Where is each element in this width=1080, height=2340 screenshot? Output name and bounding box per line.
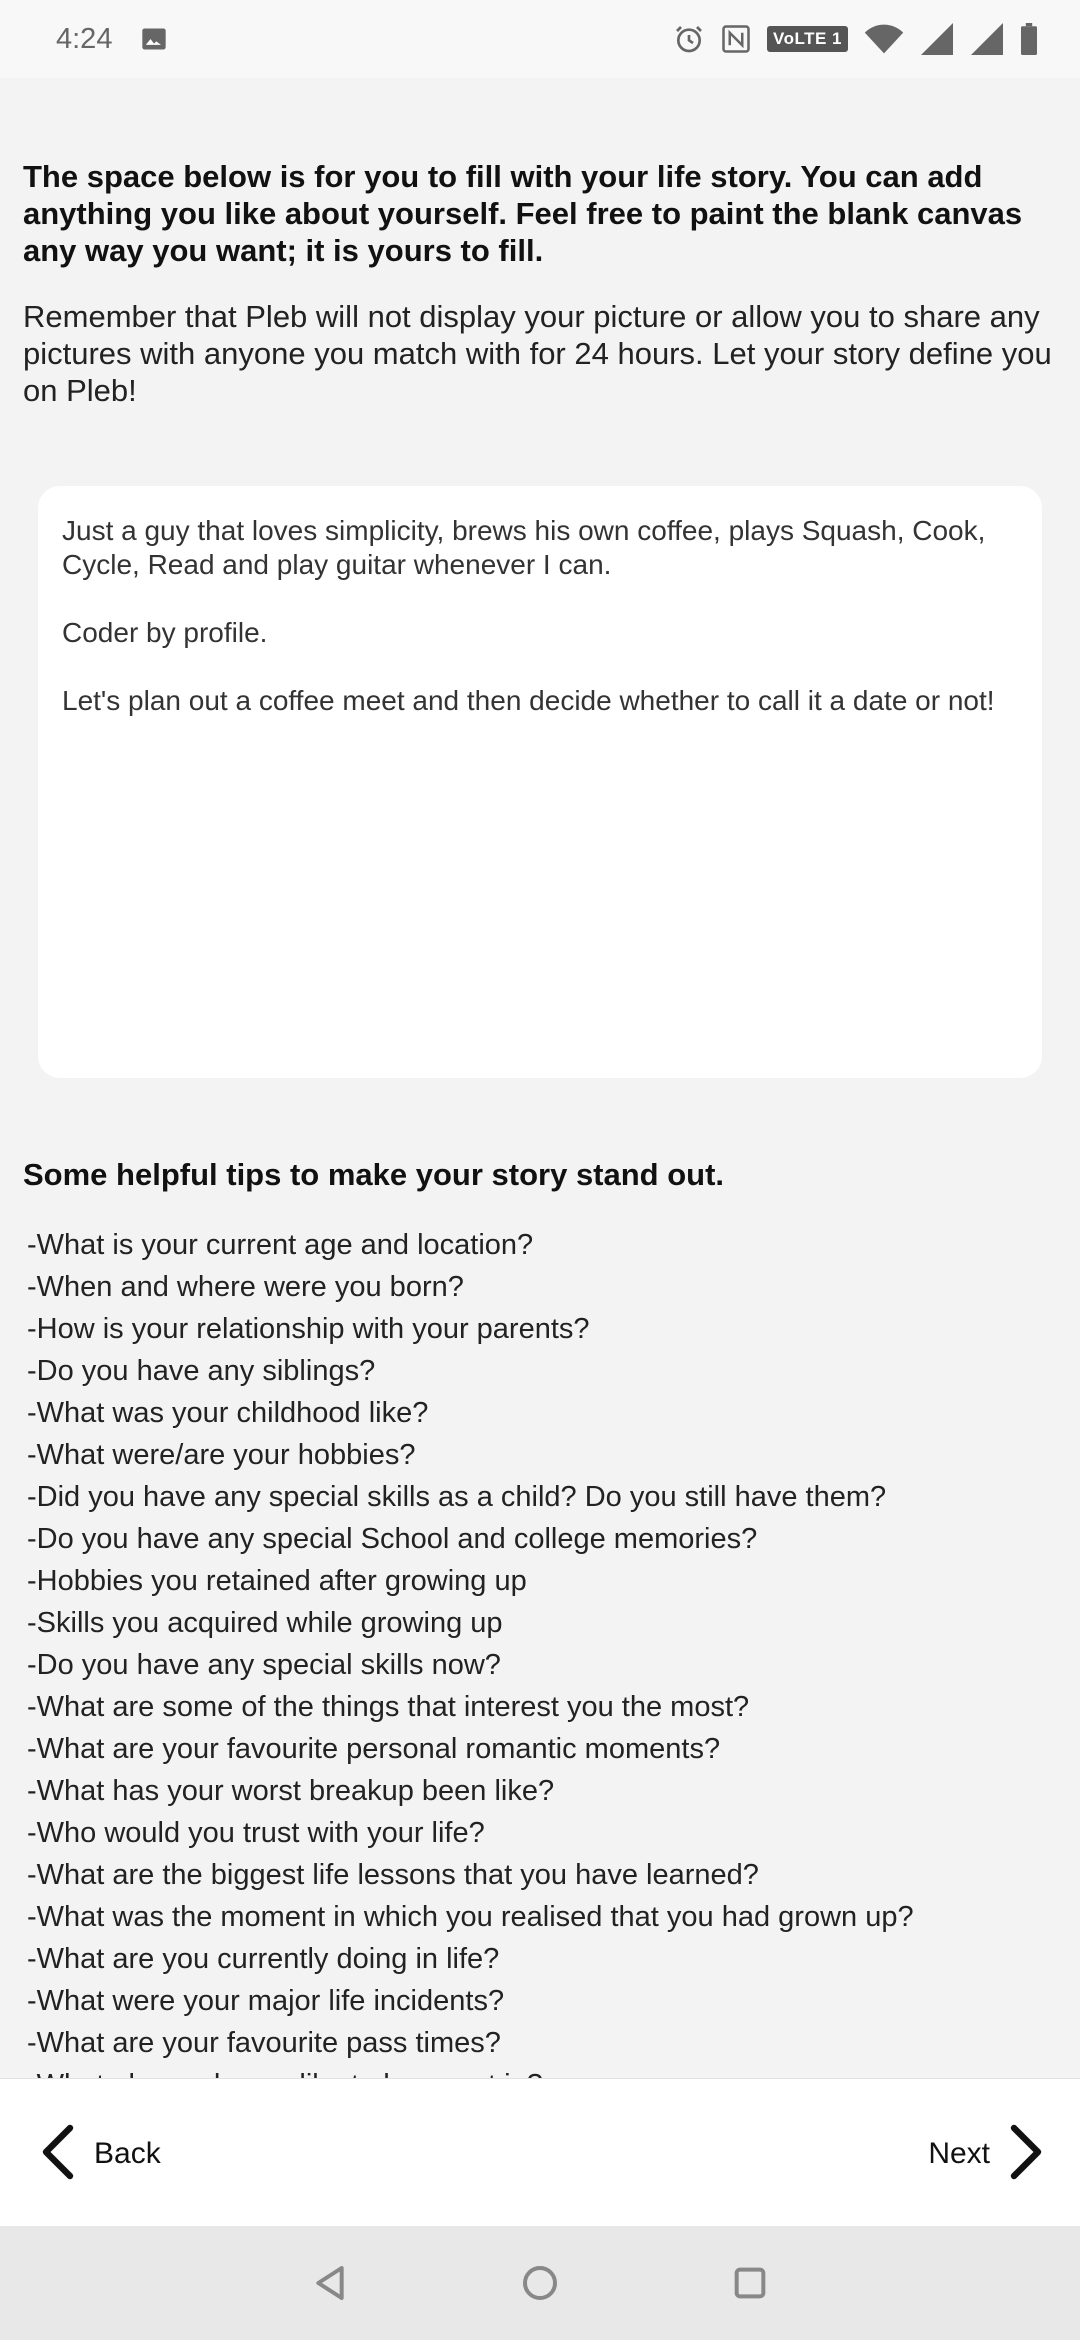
tip-item: -When and where were you born?	[27, 1271, 464, 1303]
tip-item: -Who would you trust with your life?	[27, 1817, 485, 1849]
tip-item: -What was your childhood like?	[27, 1397, 429, 1429]
tip-item: -Hobbies you retained after growing up	[27, 1565, 527, 1597]
recents-square-icon[interactable]	[720, 2253, 780, 2313]
tip-item: -Skills you acquired while growing up	[27, 1607, 503, 1639]
home-circle-icon[interactable]	[510, 2253, 570, 2313]
tip-item: -What is your current age and location?	[27, 1229, 534, 1261]
tip-item: -What was the moment in which you realised that you had grown up?	[27, 1901, 914, 1933]
system-nav-bar	[0, 2226, 1080, 2340]
nfc-icon	[721, 24, 751, 54]
story-text[interactable]: Just a guy that loves simplicity, brews his own coffee, plays Squash, Cook, Cycle, Read and play guitar whenever I can. Coder by profile. Let's plan out a coffee meet and then decide whether to call it a date or not!	[62, 515, 995, 716]
tips-heading: Some helpful tips to make your story stand out.	[23, 1157, 725, 1192]
battery-icon	[1020, 23, 1038, 55]
back-label: Back	[94, 2137, 161, 2170]
back-triangle-icon[interactable]	[300, 2253, 360, 2313]
status-time: 4:24	[56, 22, 113, 55]
next-button[interactable]	[928, 2119, 1044, 2189]
volte-icon: VoLTE 1	[767, 26, 848, 52]
wifi-icon	[864, 23, 904, 55]
chevron-left-icon	[40, 2124, 76, 2185]
tip-item: -What are your favourite personal romantic moments?	[27, 1733, 721, 1765]
image-icon	[140, 25, 168, 53]
tip-item: -What are some of the things that interest you the most?	[27, 1691, 750, 1723]
next-label: Next	[928, 2137, 990, 2170]
tip-item: -What has your worst breakup been like?	[27, 1775, 555, 1807]
tip-item: -Do you have any special skills now?	[27, 1649, 501, 1681]
tip-item: -How is your relationship with your parents?	[27, 1313, 590, 1345]
action-bar	[0, 2078, 1080, 2226]
content-scroll-area[interactable]	[0, 78, 1080, 2078]
tip-item: -What were/are your hobbies?	[27, 1439, 416, 1471]
alarm-icon	[673, 23, 705, 55]
chevron-right-icon	[1008, 2124, 1044, 2185]
back-button[interactable]	[40, 2119, 161, 2189]
signal-icon-2	[970, 23, 1004, 55]
status-bar	[0, 0, 1080, 78]
signal-icon	[920, 23, 954, 55]
intro-text: Remember that Pleb will not display your picture or allow you to share any pictures with anyone you match with for 24 hours. Let your story define you on Pleb!	[23, 299, 1052, 408]
intro-heading: The space below is for you to fill with your life story. You can add anything you like about yourself. Feel free to paint the blank canvas any way you want; it is yours to fill.	[23, 159, 1023, 268]
tip-item: -What were your major life incidents?	[27, 1985, 505, 2017]
tip-item: -What are your favourite pass times?	[27, 2027, 501, 2059]
story-input[interactable]	[38, 486, 1042, 1078]
tip-item: -What are you currently doing in life?	[27, 1943, 500, 1975]
tip-item: -Do you have any special School and college memories?	[27, 1523, 758, 1555]
tip-item: -Did you have any special skills as a child? Do you still have them?	[27, 1481, 887, 1513]
tip-item: -What are the biggest life lessons that you have learned?	[27, 1859, 759, 1891]
status-right	[673, 23, 1038, 55]
status-left	[56, 23, 168, 56]
tips-list	[27, 1224, 1067, 2106]
tip-item: -Do you have any siblings?	[27, 1355, 376, 1387]
